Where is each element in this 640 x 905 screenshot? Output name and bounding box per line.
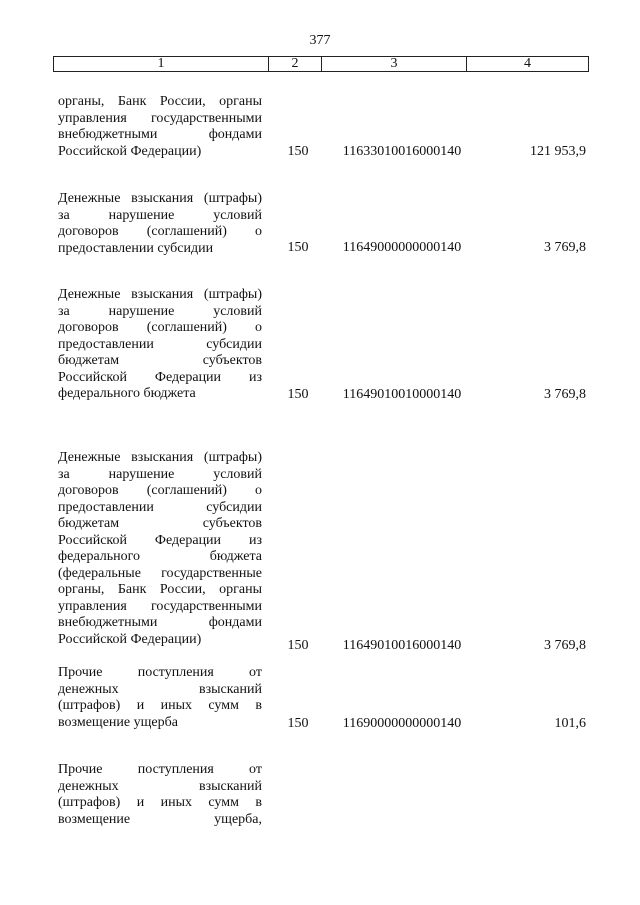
column-header-row	[54, 57, 589, 72]
row-0-code: 150	[287, 144, 309, 159]
row-4-line: Прочие поступления от	[58, 665, 262, 680]
row-2-line: Российской Федерации из	[58, 369, 262, 385]
row-4-line: (штрафов) и иных сумм в	[58, 698, 262, 713]
row-3-description	[58, 450, 262, 648]
row-4-kbk: 11690000000000140	[342, 716, 462, 731]
row-1-code: 150	[287, 240, 309, 255]
row-3-line: (федеральные государственные	[58, 565, 262, 581]
row-2-amount: 3 769,8	[544, 387, 586, 402]
row-0-line: Российской Федерации)	[58, 143, 202, 159]
column-header-table	[53, 56, 589, 72]
row-5-description	[58, 762, 262, 828]
row-0-kbk: 11633010016000140	[342, 144, 462, 159]
row-3-line: Российской Федерации из	[58, 532, 262, 548]
row-1-description	[58, 191, 262, 257]
row-3-line: за нарушение условий	[58, 466, 262, 482]
row-3-line: Денежные взыскания (штрафы)	[58, 450, 262, 465]
row-3-line: договоров (соглашений) о	[58, 483, 262, 498]
row-1-line: предоставлении субсидии	[58, 240, 214, 256]
row-4-amount: 101,6	[554, 716, 586, 731]
row-3-code: 150	[287, 638, 309, 653]
row-5-line: возмещение ущерба,	[58, 811, 262, 827]
column-header-3: 3	[322, 57, 467, 72]
page-number: 377	[309, 33, 331, 48]
row-2-line: предоставлении субсидии	[58, 336, 262, 352]
row-3-line: внебюджетными фондами	[58, 615, 262, 630]
row-2-line: бюджетам субъектов	[58, 353, 262, 368]
row-1-kbk: 11649000000000140	[342, 240, 462, 255]
row-2-line: Денежные взыскания (штрафы)	[58, 287, 262, 302]
row-2-line: федерального бюджета	[58, 386, 196, 401]
row-1-line: Денежные взыскания (штрафы)	[58, 191, 262, 206]
row-5-line: Прочие поступления от	[58, 762, 262, 777]
row-3-kbk: 11649010016000140	[342, 638, 462, 653]
row-2-line: за нарушение условий	[58, 303, 262, 319]
row-4-description	[58, 665, 262, 731]
row-3-line: предоставлении субсидии	[58, 499, 262, 515]
row-2-kbk: 11649010010000140	[342, 387, 462, 402]
row-3-line: бюджетам субъектов	[58, 516, 262, 531]
row-2-code: 150	[287, 387, 309, 402]
column-header-4: 4	[467, 57, 589, 72]
row-0-line: внебюджетными фондами	[58, 127, 262, 142]
row-5-line: денежных взысканий	[58, 778, 262, 794]
row-2-line: договоров (соглашений) о	[58, 320, 262, 335]
row-3-amount: 3 769,8	[544, 638, 586, 653]
column-header-1: 1	[54, 57, 269, 72]
row-0-description	[58, 94, 262, 160]
column-header-2: 2	[269, 57, 322, 72]
row-1-line: за нарушение условий	[58, 207, 262, 223]
row-0-line: управления государственными	[58, 110, 262, 126]
row-4-line: денежных взысканий	[58, 681, 262, 697]
row-4-line: возмещение ущерба	[58, 714, 178, 730]
row-4-code: 150	[287, 716, 309, 731]
row-0-amount: 121 953,9	[530, 144, 586, 159]
row-3-line: управления государственными	[58, 598, 262, 614]
row-2-description	[58, 287, 262, 403]
row-3-line: Российской Федерации)	[58, 631, 202, 647]
row-1-amount: 3 769,8	[544, 240, 586, 255]
row-1-line: договоров (соглашений) о	[58, 224, 262, 239]
row-0-line: органы, Банк России, органы	[58, 94, 262, 109]
row-3-line: федерального бюджета	[58, 549, 262, 564]
row-5-line: (штрафов) и иных сумм в	[58, 795, 262, 810]
row-3-line: органы, Банк России, органы	[58, 582, 262, 597]
